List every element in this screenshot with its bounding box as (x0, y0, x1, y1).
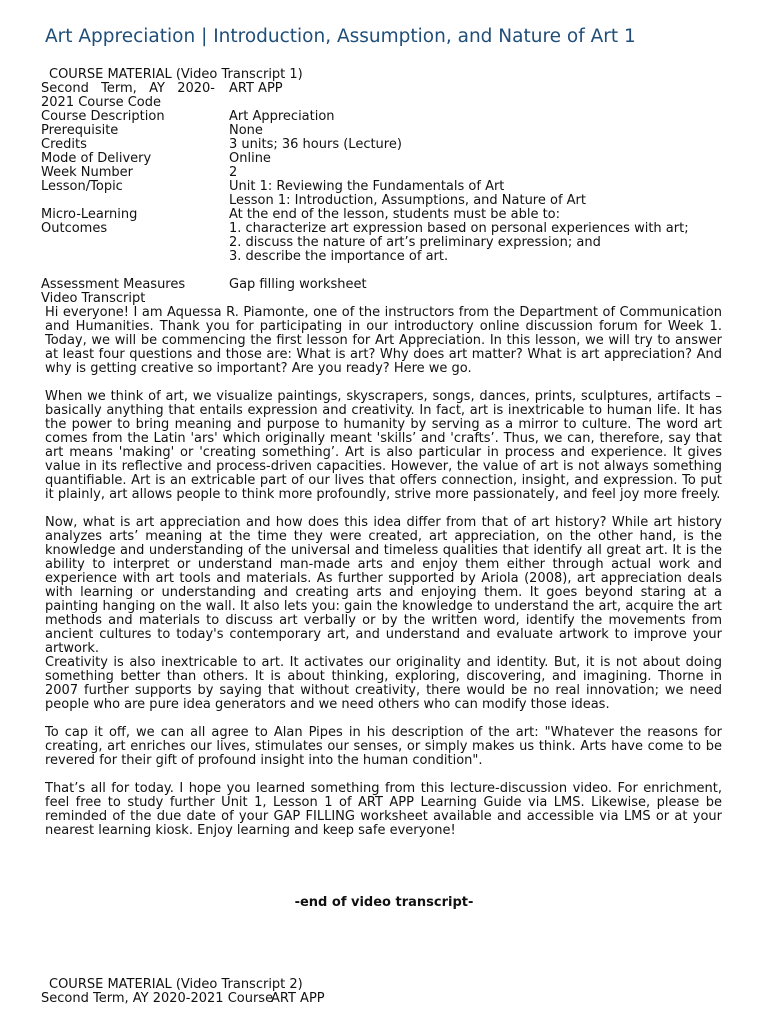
transcript-paragraph: Creativity is also inextricable to art. It activates our originality and identity. But, it is not about doing something better than others. It is about thinking, exploring, discovering, and imagining. Thorne in 2007 further supports by saying that without creativity, there would be no real innovation; we need people who are pure idea generators and we need others who can modify those ideas. (45, 655, 722, 712)
prerequisite-value: None (229, 123, 263, 138)
outcome-item: 3. describe the importance of art. (229, 249, 449, 264)
outcome-item: 2. discuss the nature of art’s preliminary expression; and (229, 235, 601, 250)
outcome-item: 1. characterize art expression based on personal experiences with art; (229, 221, 689, 236)
transcript-paragraph: To cap it off, we can all agree to Alan Pipes in his description of the art: "Whatever the reasons for creating, art enriches our lives, stimulates our senses, or simply makes us think. Arts have come to be revered for their gift of profound insight into the human condition". (45, 725, 722, 768)
lesson-topic-value: Unit 1: Reviewing the Fundamentals of Art (229, 179, 505, 194)
assessment-value: Gap filling worksheet (229, 277, 367, 292)
term-label-line2: 2021 Course Code (41, 95, 162, 110)
course-description-label: Course Description (41, 109, 165, 124)
course-material-heading: COURSE MATERIAL (Video Transcript 1) (49, 67, 303, 82)
course-code-value-2: ART APP (271, 991, 325, 1006)
transcript-body (45, 306, 722, 852)
outcomes-label-line2: Outcomes (41, 221, 108, 236)
transcript-paragraph: That’s all for today. I hope you learned something from this lecture-discussion video. For enrichment, feel free to study further Unit 1, Lesson 1 of ART APP Learning Guide via LMS. Likewise, please be reminded of the due date of your GAP FILLING worksheet available and accessible via LMS or at your nearest learning kiosk. Enjoy learning and keep safe everyone! (45, 781, 722, 838)
lesson-topic-label: Lesson/Topic (41, 179, 123, 194)
term-label-2: Second Term, AY 2020-2021 Course (41, 991, 274, 1006)
mode-of-delivery-label: Mode of Delivery (41, 151, 152, 166)
outcomes-intro: At the end of the lesson, students must be able to: (229, 207, 561, 222)
assessment-label: Assessment Measures (41, 277, 186, 292)
credits-value: 3 units; 36 hours (Lecture) (229, 137, 402, 152)
course-code-value: ART APP (229, 81, 283, 96)
outcomes-label-line1: Micro-Learning (41, 207, 138, 222)
prerequisite-label: Prerequisite (41, 123, 119, 138)
video-transcript-label: Video Transcript (41, 291, 146, 306)
transcript-paragraph: Hi everyone! I am Aquessa R. Piamonte, one of the instructors from the Department of Communication and Humanities. Thank you for participating in our introductory online discussion forum for Week 1. Today, we will be commencing the first lesson for Art Appreciation. In this lesson, we will try to answer at least four questions and those are: What is art? Why does art matter? What is art appreciation? And why is getting creative so important? Are you ready? Here we go. (45, 305, 722, 376)
credits-label: Credits (41, 137, 87, 152)
week-number-value: 2 (229, 165, 238, 180)
course-material-heading-2: COURSE MATERIAL (Video Transcript 2) (49, 977, 303, 992)
lesson-topic-line2: Lesson 1: Introduction, Assumptions, and Nature of Art (229, 193, 586, 208)
term-label-line1: Second Term, AY 2020- (41, 81, 215, 96)
transcript-paragraph: When we think of art, we visualize paintings, skyscrapers, songs, dances, prints, sculptures, artifacts – basically anything that entails expression and creativity. In fact, art is inextricable to human life. It has the power to bring meaning and purpose to humanity by serving as a mirror to culture. The word art comes from the Latin 'ars' which originally meant 'skills’ and 'crafts’. Thus, we can, therefore, say that art means 'making' or 'creating something’. Art is also particular in process and experience. It gives value in its reflective and process-driven capacities. However, the value of art is not always something quantifiable. Art is an extricable part of our lives that offers connection, insight, and expression. To put it plainly, art allows people to think more profoundly, strive more passionately, and feel joy more freely. (45, 389, 722, 502)
document-title: Art Appreciation | Introduction, Assumption, and Nature of Art 1 (45, 26, 636, 47)
mode-of-delivery-value: Online (229, 151, 271, 166)
transcript-paragraph: Now, what is art appreciation and how does this idea differ from that of art history? While art history analyzes arts’ meaning at the time they were created, art appreciation, on the other hand, is the knowledge and understanding of the universal and timeless qualities that identify all great art. It is the ability to interpret or understand man-made arts and enjoy them either through actual work and experience with art tools and materials. As further supported by Ariola (2008), art appreciation deals with learning or understanding and creating arts and enjoying them. It goes beyond staring at a painting hanging on the wall. It also lets you: gain the knowledge to understand the art, acquire the art methods and materials to discuss art verbally or by the written word, identify the movements from ancient cultures to today's contemporary art, and understand and evaluate artwork to improve your artwork. (45, 515, 722, 656)
end-of-transcript: -end of video transcript- (294, 895, 474, 910)
course-description-value: Art Appreciation (229, 109, 335, 124)
week-number-label: Week Number (41, 165, 133, 180)
